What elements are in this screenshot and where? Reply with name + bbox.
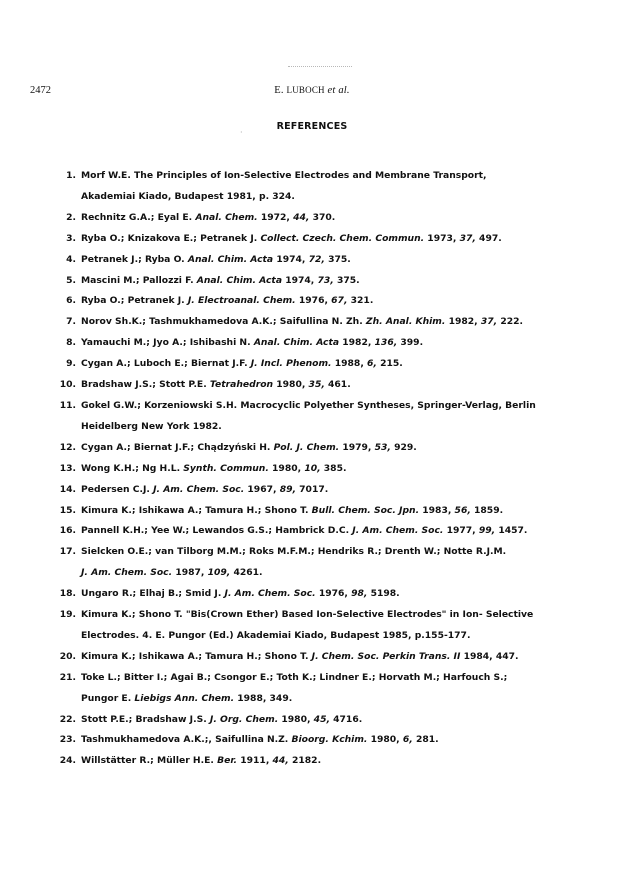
reference-segment: 1974, [282,274,318,286]
reference-text [81,438,588,459]
reference-number: 4. [66,253,76,265]
reference-text [81,208,588,229]
reference-text [81,730,588,751]
reference-segment: 1859. [470,504,504,516]
reference-segment: Anal. Chem. [195,211,258,223]
author-initial: E. [274,85,284,96]
reference-segment: 461. [324,379,351,391]
reference-segment: 37, [480,316,498,328]
reference-text [81,459,588,480]
reference-segment: Toke L.; Bitter I.; Agai B.; Csongor E.; Toth K.; Lindner E.; Horvath M.; Harfouch S.; [81,671,508,683]
reference-number: 14. [59,483,76,495]
reference-item [56,459,588,480]
reference-segment: 1976, [315,588,352,600]
reference-number: 17. [59,546,76,558]
reference-segment: Liebigs Ann. Chem. [134,692,235,704]
reference-segment: Willstätter R.; Müller H.E. [81,755,218,767]
reference-number: 24. [59,755,76,767]
reference-item [56,166,588,208]
reference-segment: Pungor E. [81,692,135,704]
reference-item [56,312,588,333]
reference-item [56,710,588,731]
reference-item [56,229,588,250]
reference-item [56,208,588,229]
reference-number: 13. [59,462,76,474]
reference-segment: J. Incl. Phenom. [250,358,332,370]
reference-number: 22. [59,713,76,725]
reference-segment: 222. [497,316,523,328]
reference-segment: 1976, [295,295,332,307]
reference-number: 10. [59,379,76,391]
reference-text [81,375,588,396]
reference-segment: 1982, [339,337,375,349]
reference-segment: 4716. [329,713,363,725]
reference-segment: Stott P.E.; Bradshaw J.S. [81,713,210,725]
reference-segment: Bull. Chem. Soc. Jpn. [311,504,420,516]
stray-dot: · [240,128,243,137]
reference-number: 2. [66,211,76,223]
reference-segment: 375. [324,253,351,265]
reference-segment: 1987, [172,567,208,579]
reference-segment: 67, [331,295,348,307]
reference-segment: 1988, 349. [234,692,293,704]
reference-text [81,271,588,292]
reference-text [81,250,588,271]
reference-segment: 1457. [495,525,528,537]
reference-segment: 10, [304,462,321,474]
reference-number: 6. [66,295,76,307]
reference-segment: Synth. Commun. [183,462,269,474]
reference-segment: 321. [347,295,374,307]
reference-segment: 370. [309,211,336,223]
reference-segment: 1980, [278,713,314,725]
reference-segment: Electrodes. 4. E. Pungor (Ed.) Akademiai Kiado, Budapest 1985, p.155-177. [81,629,471,641]
reference-text [81,312,588,333]
reference-text [81,354,588,375]
reference-segment: Ryba O.; Petranek J. [81,295,188,307]
author-suffix: et al. [327,85,350,96]
reference-number: 21. [59,671,76,683]
reference-segment: J. Chem. Soc. Perkin Trans. II [311,650,461,662]
reference-segment: Mascini M.; Pallozzi F. [81,274,197,286]
reference-segment: Yamauchi M.; Jyo A.; Ishibashi N. [81,337,254,349]
reference-segment: Gokel G.W.; Korzeniowski S.H. Macrocyclic Polyether Syntheses, Springer-Verlag, Berlin [81,399,536,411]
reference-segment: J. Am. Chem. Soc. [352,525,444,537]
reference-segment: 385. [320,462,347,474]
reference-segment: J. Am. Chem. Soc. [153,483,245,495]
reference-text [81,333,588,354]
reference-segment: 375. [333,274,360,286]
reference-number: 15. [59,504,76,516]
reference-segment: Tetrahedron [209,379,274,391]
reference-text [81,584,588,605]
reference-number: 12. [59,441,76,453]
reference-text [81,668,588,710]
reference-text [81,542,588,584]
reference-segment: Anal. Chim. Acta [253,337,340,349]
reference-segment: 53, [374,441,391,453]
reference-segment: 1983, [419,504,455,516]
reference-segment: 136, [374,337,398,349]
reference-item [56,354,588,375]
reference-text [81,480,588,501]
reference-segment: Cygan A.; Biernat J.F.; Chądzyński H. [81,441,274,453]
reference-item [56,250,588,271]
reference-segment: Kimura K.; Ishikawa A.; Tamura H.; Shono T. [81,504,312,516]
reference-segment: J. Electroanal. Chem. [187,295,296,307]
reference-item [56,605,588,647]
reference-segment: 44, [272,755,289,767]
reference-text [81,291,588,312]
reference-number: 9. [66,358,76,370]
reference-segment: 1980, [268,462,305,474]
reference-item [56,584,588,605]
reference-number: 20. [59,650,76,662]
reference-item [56,668,588,710]
reference-segment: Kimura K.; Ishikawa A.; Tamura H.; Shono T. [81,650,312,662]
reference-segment: 2182. [288,755,322,767]
reference-segment: Bradshaw J.S.; Stott P.E. [81,379,210,391]
running-header [30,85,594,101]
reference-item [56,480,588,501]
reference-segment: Zh. Anal. Khim. [365,316,446,328]
reference-segment: 6, [367,358,377,370]
reference-segment: Collect. Czech. Chem. Commun. [260,232,425,244]
reference-text [81,396,588,438]
reference-number: 16. [59,525,76,537]
reference-number: 11. [59,399,76,411]
reference-segment: Norov Sh.K.; Tashmukhamedova A.K.; Saifullina N. Zh. [81,316,366,328]
reference-segment: 89, [279,483,296,495]
reference-segment: Ber. [217,755,238,767]
top-dotted-mark [288,66,352,69]
reference-segment: 1984, 447. [460,650,519,662]
reference-segment: 1980, [367,734,403,746]
author-surname: LUBOCH [286,85,325,95]
reference-item [56,501,588,522]
reference-segment: Rechnitz G.A.; Eyal E. [81,211,196,223]
page-number: 2472 [30,85,51,96]
reference-segment: Pol. J. Chem. [273,441,340,453]
reference-item [56,438,588,459]
reference-item [56,333,588,354]
reference-number: 3. [66,232,76,244]
reference-segment: Cygan A.; Luboch E.; Biernat J.F. [81,358,251,370]
reference-segment: 399. [397,337,424,349]
reference-segment: 281. [412,734,439,746]
reference-segment: 1977, [443,525,479,537]
reference-item [56,542,588,584]
reference-list [56,166,588,772]
reference-segment: Sielcken O.E.; van Tilborg M.M.; Roks M.F.M.; Hendriks R.; Drenth W.; Notte R.J.M. [81,546,507,558]
reference-segment: 35, [308,379,325,391]
reference-segment: 56, [454,504,471,516]
reference-text [81,229,588,250]
reference-number: 19. [59,609,76,621]
reference-segment: Morf W.E. The Principles of Ion-Selective Electrodes and Membrane Transport, [81,170,487,181]
reference-segment: 45, [313,713,330,725]
reference-item [56,291,588,312]
running-head-authors [30,85,594,96]
reference-segment: J. Org. Chem. [209,713,279,725]
reference-segment: Tashmukhamedova A.K.;, Saifullina N.Z. [81,734,292,746]
reference-segment: 1982, [445,316,481,328]
reference-segment: 1974, [273,253,309,265]
reference-segment: Kimura K.; Shono T. "Bis(Crown Ether) Based Ion-Selective Electrodes" in Ion- Selective [81,609,534,621]
reference-text [81,751,588,772]
reference-segment: Ryba O.; Knizakova E.; Petranek J. [81,232,261,244]
reference-segment: 7017. [295,483,329,495]
reference-segment: Bioorg. Kchim. [291,734,368,746]
reference-text [81,605,588,647]
reference-segment: 1967, [244,483,280,495]
reference-segment: 37, [459,232,476,244]
reference-segment: 4261. [230,567,263,579]
reference-segment: J. Am. Chem. Soc. [81,567,173,579]
reference-segment: 215. [376,358,403,370]
reference-text [81,710,588,731]
reference-segment: 497. [475,232,502,244]
reference-segment: 1911, [237,755,273,767]
reference-number: 18. [59,588,76,600]
reference-number: 7. [66,316,76,328]
reference-text [81,521,588,542]
reference-segment: 1979, [339,441,375,453]
reference-text [81,166,588,208]
reference-segment: 44, [293,211,310,223]
reference-segment: 1973, [424,232,460,244]
reference-number: 23. [59,734,76,746]
reference-item [56,271,588,292]
reference-segment: Pannell K.H.; Yee W.; Lewandos G.S.; Hambrick D.C. [81,525,353,537]
references-title: REFERENCES [276,121,348,132]
reference-segment: 6, [402,734,413,746]
reference-segment: 1972, [257,211,294,223]
reference-segment: 73, [317,274,334,286]
reference-text [81,647,588,668]
reference-segment: J. Am. Chem. Soc. [224,588,316,600]
reference-item [56,521,588,542]
reference-segment: Heidelberg New York 1982. [81,420,222,432]
reference-number: 8. [66,337,76,349]
reference-item [56,751,588,772]
reference-segment: Anal. Chim. Acta [187,253,274,265]
reference-segment: 98, [351,588,368,600]
reference-item [56,375,588,396]
reference-segment: Wong K.H.; Ng H.L. [81,462,184,474]
reference-number: 5. [66,274,76,286]
reference-segment: 99, [478,525,496,537]
reference-segment: Anal. Chim. Acta [196,274,283,286]
reference-segment: 72, [308,253,325,265]
reference-segment: 109, [207,567,231,579]
reference-number: 1. [66,170,76,181]
reference-item [56,647,588,668]
reference-segment: 1988, [331,358,368,370]
reference-segment: 929. [390,441,417,453]
reference-segment: Akademiai Kiado, Budapest 1981, p. 324. [81,190,295,202]
reference-segment: 5198. [367,588,400,600]
reference-segment: Ungaro R.; Elhaj B.; Smid J. [81,588,225,600]
reference-segment: Pedersen C.J. [81,483,154,495]
reference-segment: Petranek J.; Ryba O. [81,253,188,265]
reference-item [56,730,588,751]
reference-segment: 1980, [273,379,309,391]
reference-text [81,501,588,522]
reference-item [56,396,588,438]
